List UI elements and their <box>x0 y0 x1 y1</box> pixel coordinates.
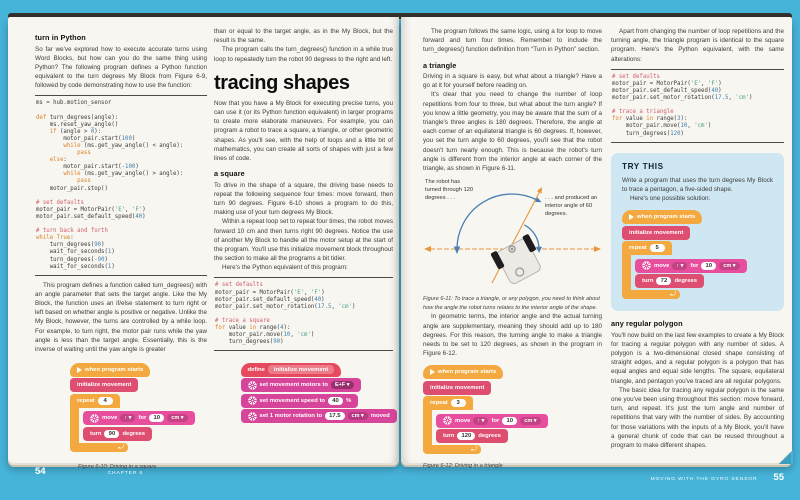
code-line: pass <box>77 150 91 157</box>
block-label: degrees <box>478 433 501 440</box>
paragraph: To drive in the shape of a square, the driving base needs to repeat the following sequence four times: move forward, then turn 90 degrees. Figure 6-10 shows a program to do this, making use of your turn degrees My Block. <box>214 181 393 217</box>
motor-wheel-icon <box>443 416 452 425</box>
paragraph: Here's one possible solution: <box>630 194 711 202</box>
figure-6-11-label-right: . . . and produced an interior angle of 60 degrees. <box>545 195 598 218</box>
motor-wheel-icon <box>642 261 651 270</box>
code-line <box>612 102 783 109</box>
code-line: turn_degrees(90) <box>36 242 105 249</box>
try-this-heading: TRY THIS <box>622 161 664 171</box>
left-page-column-2 <box>214 27 393 356</box>
code-line: def turn_degrees(angle): <box>36 114 119 121</box>
block-when-program-starts <box>622 210 702 224</box>
value-input: 90 <box>104 430 119 438</box>
page-number-left: 54 <box>35 466 46 477</box>
play-icon <box>77 367 82 373</box>
block-set-movement-speed-to <box>241 394 359 408</box>
section-title-tracing-shapes: tracing shapes <box>214 71 350 94</box>
block-move <box>635 259 747 273</box>
block-initialize-movement <box>622 226 690 240</box>
paragraph: Driving in a square is easy, but what about a triangle? Have a go at it for yourself before reading on. <box>423 73 602 90</box>
block-turn <box>436 429 508 443</box>
block-program-pentagon <box>622 210 773 299</box>
figure-6-11-caption: Figure 6-11: To trace a triangle, or any polygon, you need to think about how the angle the robot turns relates to the interior angle of the shape. <box>423 296 600 311</box>
block-label: initialize movement <box>430 384 485 391</box>
code-line: if (angle > 0): <box>49 128 102 135</box>
block-label: % <box>346 397 352 404</box>
paragraph-group <box>622 176 773 204</box>
paragraph: The program follows the same logic, using a for loop to move forward and turn four times. Remember to include the turn_degrees() function definition from “Turn in Python” section. <box>423 28 602 54</box>
code-line <box>215 311 392 318</box>
code-line: # set defaults <box>612 73 660 80</box>
code-line: for value in range(4): <box>215 325 291 331</box>
block-label: repeat <box>77 397 95 404</box>
block-program-triangle <box>423 365 602 454</box>
paragraph-group <box>35 281 207 355</box>
code-line: # turn back and forth <box>36 228 108 235</box>
paragraph-group <box>611 27 784 64</box>
block-move <box>83 411 195 425</box>
code-line: motor_pair.set_default_speed(40) <box>36 213 146 220</box>
section-heading-a-triangle: a triangle <box>423 60 457 70</box>
code-line: ms.reset_yaw_angle() <box>36 121 119 128</box>
dropdown: ↑ ▾ <box>120 414 135 422</box>
paragraph-group <box>214 99 393 163</box>
paragraph: You'll now build on the last few examples to create a My Block for tracing a regular polygon with any number of sides. A polygon is a two-dimensional closed shape consisting of straight edges, and a regular polygon is a polygon that has equal angles and equal side lengths. The square, equilateral triangle, and pentagon you've traced are all regular polygons. <box>611 331 784 385</box>
block-label: repeat <box>629 245 647 252</box>
value-input: 17.5 <box>325 412 344 420</box>
section-heading-turn-in-python: turn in Python <box>35 33 86 42</box>
block-program-square <box>70 361 195 452</box>
page-number-right: 55 <box>773 472 784 483</box>
block-label: move <box>654 262 670 269</box>
block-label: initialize movement <box>629 229 684 236</box>
page-corner-fold <box>779 450 793 464</box>
square-block-program <box>70 361 195 471</box>
block-label: for <box>138 415 147 421</box>
block-label: set movement speed to <box>259 397 326 404</box>
value-input: 10 <box>701 262 716 270</box>
paragraph: Within a repeat loop set to repeat four times, the robot moves forward 10 cm and then turns right 90 degrees. Notice the use of another My Block to handle all the motor setup at the start of the program. You'll use this initialize movement block throughout the section to make all the programs a bit tidier. <box>214 218 394 263</box>
paragraph-group <box>214 181 393 273</box>
code-line: motor_pair.start(100) <box>36 135 136 142</box>
paragraph: Write a program that uses the turn degrees My Block to trace a pentagon, a five-sided shape. <box>622 176 773 193</box>
paragraph-group <box>423 312 602 358</box>
paragraph: This program defines a function called turn_degrees() with an angle parameter that sets the target angle. Like the My Block, the function uses an if/else statement to turn right or left based on whether angle is positive or negative. Unlike the My Block, however, the turns are controlled by a while loop. For example, to turn right, the motor pair runs while the yaw angle is less than the target angle. Essentially, this is the inverse of waiting until the yaw angle is greater <box>35 281 207 353</box>
section-heading-any-regular-polygon: any regular polygon <box>611 319 683 329</box>
block-label: initialize movement <box>77 382 132 388</box>
code-line: while (ms.get_yaw_angle() > angle): <box>63 171 184 178</box>
paragraph: The basic idea for tracing any regular polygon is the same one you've been using throughout this section: move forward, turn, and repeat. It's just the turn angle and number of repetitions that vary with the number of sides. By accounting for those variations with the inputs of a My Block, you'll have a general chunk of code that can be reused throughout a program to make different shapes. <box>611 386 784 449</box>
try-this-box <box>611 153 784 312</box>
block-define <box>241 363 342 377</box>
code-line: motor_pair.set_motor_rotation(17.5, 'cm') <box>612 95 753 102</box>
block-repeat <box>70 394 195 452</box>
block-label: turn <box>443 433 455 440</box>
figure-6-10-caption: Figure 6-10: Driving in a square <box>78 463 157 470</box>
code-line: # trace a triangle <box>612 109 674 116</box>
paragraph-group <box>611 331 784 450</box>
block-label: for <box>690 262 699 269</box>
play-icon <box>629 214 634 220</box>
code-line: motor_pair.set_motor_rotation(17.5, 'cm') <box>215 303 356 310</box>
play-icon <box>430 369 435 375</box>
value-input: 40 <box>328 397 343 405</box>
paragraph-group <box>423 27 602 55</box>
block-label: when program starts <box>438 369 497 376</box>
paragraph: So far we've explored how to execute accurate turns using Word Blocks, but how can you do the same thing using Python? The following program defines a Python function equivalent to the turn degrees My Block from Figure 6-9, followed by code demonstrating how to use the function: <box>35 45 207 90</box>
code-line: turn_degrees(90) <box>215 339 284 346</box>
code-line <box>36 193 206 200</box>
paragraph: Now that you have a My Block for executing precise turns, you can use it (or its Python function equivalent) in larger programs to create more elaborate maneuvers. For example, you can program a robot to trace a square, a triangle, or other geometric shapes. As you'll see, with the help of loops and a little bit of mathematics, you can create all sorts of shapes with just a few lines of code. <box>214 99 393 162</box>
code-line <box>36 108 206 115</box>
block-label: move <box>102 415 118 421</box>
block-set-1-motor-rotation-to <box>241 409 397 423</box>
code-line: wait_for_seconds(1) <box>36 263 115 270</box>
code-line: ms = hub.motion_sensor <box>36 100 112 107</box>
block-label: turn <box>90 430 102 437</box>
paragraph: than or equal to the target angle, as in the My Block, but the result is the same. <box>214 28 393 45</box>
figure-6-12 <box>423 365 602 471</box>
block-label: set movement motors to <box>259 382 328 388</box>
motor-wheel-icon <box>90 414 99 423</box>
code-line: # set defaults <box>36 199 84 206</box>
paragraph-group <box>214 27 393 64</box>
dropdown: ↑ ▾ <box>473 417 488 425</box>
block-repeat <box>423 396 548 454</box>
block-initialize-movement <box>70 378 138 392</box>
code-line: motor_pair.move(10, 'cm') <box>612 123 712 130</box>
paragraph-group <box>423 72 602 173</box>
motor-wheel-icon <box>248 381 257 390</box>
triangle-angle-diagram <box>423 183 602 287</box>
loop-repeat-arrow-icon: ⤾ <box>118 443 124 451</box>
left-page-footer <box>35 466 143 477</box>
code-line: while True: <box>36 235 74 242</box>
block-set-movement-motors-to <box>241 378 361 392</box>
block-repeat <box>622 241 747 299</box>
paragraph: It's clear that you need to change the number of loop repetitions from four to three, but what about the turn angle? If you know a little geometry, you may be aware that the sum of a triangle's three angles is 180 degrees. Therefore, the angle at each corner of an equilateral triangle is 60 degrees. If, however, you set the turn angle to 60 degrees, you'll see that the robot doesn't turn nearly enough. This is because the robot's turn angle is different from the interior angle at each corner of the triangle, as shown in Figure 6-11. <box>423 91 602 172</box>
block-when-program-starts <box>423 365 503 379</box>
right-page-column-1 <box>423 27 602 471</box>
value-input: 5 <box>650 244 665 252</box>
block-label: repeat <box>430 400 448 407</box>
chapter-label: CHAPTER 6 <box>107 471 144 476</box>
right-page-column-2 <box>611 27 784 450</box>
block-program-define-initialize-movement <box>241 361 397 423</box>
block-turn <box>635 274 704 288</box>
motor-wheel-icon <box>248 412 257 421</box>
python-code-square <box>214 277 393 351</box>
value-input: 10 <box>149 414 164 422</box>
figure-6-12-caption: Figure 6-12: Driving in a triangle <box>423 463 503 470</box>
code-line: motor_pair = MotorPair('E', 'F') <box>36 206 146 213</box>
loop-repeat-arrow-icon: ⤾ <box>471 446 477 454</box>
paragraph: Here's the Python equivalent of this program: <box>222 264 348 272</box>
block-turn <box>83 427 152 441</box>
block-label: define <box>247 366 265 373</box>
dropdown: ↑ ▾ <box>672 262 687 270</box>
python-code-triangle <box>611 69 784 143</box>
block-when-program-starts <box>70 363 150 377</box>
block-label: degrees <box>674 278 698 285</box>
dropdown: cm ▾ <box>167 414 187 422</box>
code-line: turn_degrees(-90) <box>36 256 108 263</box>
code-line: motor_pair.set_default_speed(40) <box>215 296 325 303</box>
value-input: 120 <box>457 432 475 440</box>
code-line: while (ms.get_yaw_angle() < angle): <box>63 143 184 149</box>
code-line: motor_pair.move(10, 'cm') <box>215 332 315 339</box>
code-line: pass <box>77 178 91 185</box>
code-line: motor_pair = MotorPair('E', 'F') <box>612 80 722 87</box>
myblock-name-chip: initialize movement <box>268 365 334 374</box>
python-code-turn-degrees <box>35 95 207 275</box>
code-line: turn_degrees(120) <box>612 130 684 137</box>
value-input: 72 <box>656 277 671 285</box>
dropdown: E+F ▾ <box>331 381 354 389</box>
code-line: # set defaults <box>215 282 263 289</box>
motor-wheel-icon <box>248 396 257 405</box>
code-line: motor_pair = MotorPair('E', 'F') <box>215 289 325 296</box>
figure-6-10-area <box>70 361 397 471</box>
value-input: 4 <box>98 397 113 405</box>
right-page-footer <box>651 472 784 483</box>
block-label: when program starts <box>637 214 696 221</box>
block-label: when program starts <box>85 366 144 373</box>
block-label: turn <box>642 278 654 285</box>
paragraph-group <box>35 45 207 91</box>
block-label: moved <box>370 413 390 419</box>
dropdown: cm ▾ <box>520 417 540 425</box>
block-label: degrees <box>122 430 146 437</box>
dropdown: cm ▾ <box>719 262 739 270</box>
code-line: motor_pair.stop() <box>36 185 108 192</box>
dropdown: cm ▾ <box>348 412 368 420</box>
left-page <box>8 17 399 470</box>
define-block-program <box>241 361 397 423</box>
left-page-column-1 <box>35 27 207 354</box>
paragraph: Apart from changing the number of loop repetitions and the turning angle, the triangle program is identical to the square program. Here's the Python equivalent, with the same alterations: <box>611 28 784 63</box>
code-line: wait_for_seconds(1) <box>36 249 115 256</box>
code-line: motor_pair.set_default_speed(40) <box>612 87 722 94</box>
block-label: for <box>491 417 500 424</box>
paragraph: In geometric terms, the interior angle and the actual turning angle are supplementary, meaning they should add up to 180 degrees. For this reason, the turning angle to make a triangle needs to be set to 120 degrees, as shown in the program in Figure 6-12. <box>423 313 602 358</box>
block-initialize-movement <box>423 381 491 395</box>
figure-6-11-diagram <box>423 179 602 287</box>
right-page <box>401 17 792 470</box>
block-label: set 1 motor rotation to <box>259 413 323 419</box>
code-line <box>36 221 206 228</box>
block-move <box>436 414 548 428</box>
figure-6-11-label-left: The robot has turned through 120 degrees . . . <box>425 179 474 202</box>
section-label: MOVING WITH THE GYRO SENSOR <box>650 477 758 482</box>
code-line: for value in range(3): <box>612 116 688 123</box>
loop-repeat-arrow-icon: ⤾ <box>670 291 676 299</box>
code-line: motor_pair.start(-100) <box>36 164 139 171</box>
section-heading-a-square: a square <box>214 169 245 179</box>
block-label: move <box>455 417 471 424</box>
value-input: 10 <box>502 417 517 425</box>
code-line: # trace a square <box>215 317 270 324</box>
value-input: 3 <box>451 399 466 407</box>
code-line: else: <box>49 157 67 164</box>
paragraph: The program calls the turn_degrees() function in a while true loop to repeatedly turn the robot 90 degrees to the right and left. <box>214 46 393 63</box>
